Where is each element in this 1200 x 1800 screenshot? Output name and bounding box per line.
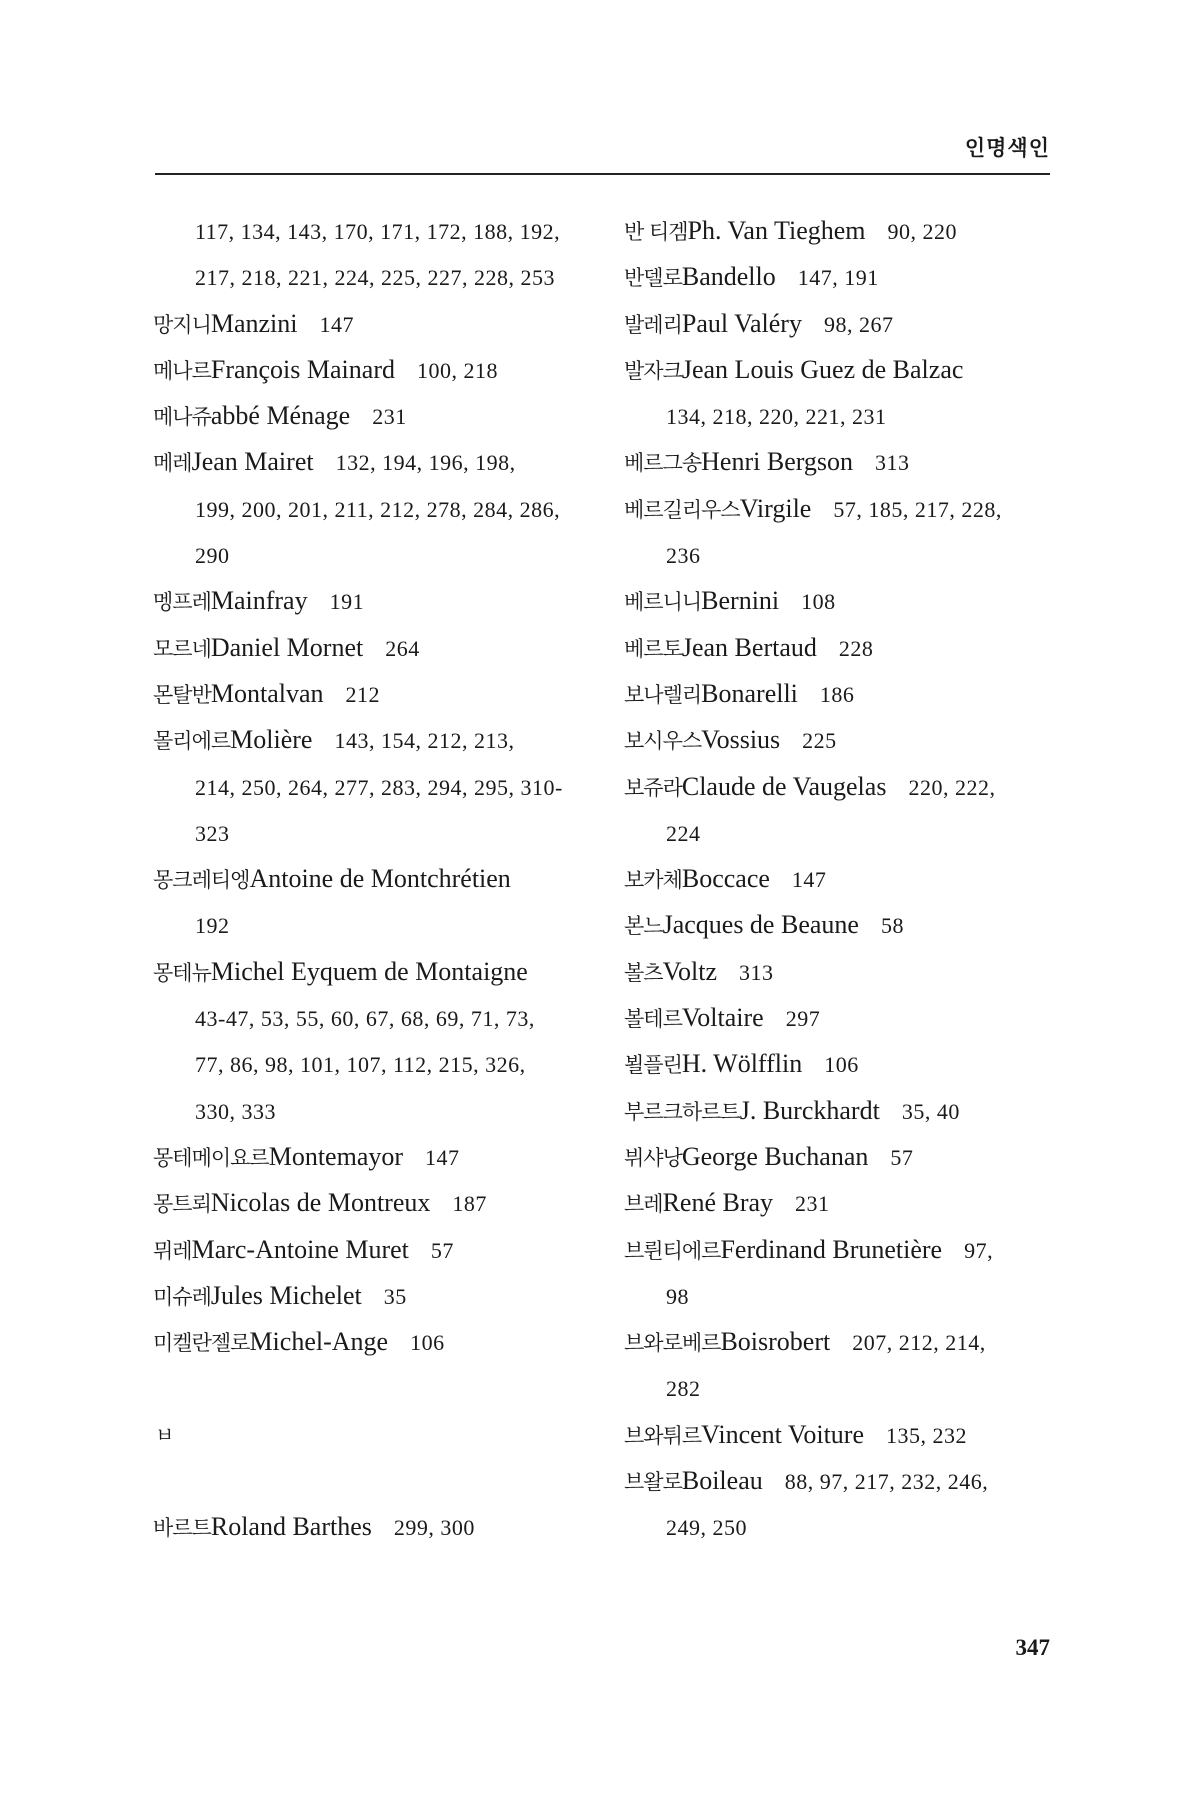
index-entry	[153, 393, 593, 439]
entry-original-name: René Bray	[662, 1188, 774, 1218]
entry-page-refs: 228	[838, 635, 874, 661]
index-entry	[624, 949, 1064, 995]
entry-continuation	[153, 1041, 593, 1087]
entry-continuation	[153, 208, 593, 254]
index-entry	[153, 1273, 593, 1319]
entry-page-refs: 264	[385, 635, 420, 661]
entry-original-name: Manzini	[210, 308, 298, 338]
entry-korean-name: 베르길리우스	[624, 497, 740, 522]
entry-korean-name: 보시우스	[624, 729, 702, 754]
entry-page-refs: 313	[739, 959, 774, 985]
index-entry	[153, 949, 593, 995]
entry-original-name: H. Wölfflin	[681, 1049, 803, 1079]
entry-original-name: Marc-Antoine Muret	[191, 1234, 409, 1264]
running-title: 인명색인	[964, 136, 1050, 160]
entry-original-name: Bandello	[681, 262, 776, 292]
entry-korean-name: 브륀티에르	[624, 1238, 721, 1263]
entry-original-name: Henri Bergson	[701, 447, 854, 477]
index-entry	[153, 1134, 593, 1180]
entry-page-refs: 313	[875, 450, 910, 476]
entry-continuation	[153, 254, 593, 300]
entry-continuation	[153, 532, 593, 578]
entry-page-refs: 220, 222,	[908, 774, 996, 800]
index-entry	[153, 856, 593, 902]
entry-korean-name: 미켈란젤로	[153, 1331, 250, 1356]
entry-korean-name: 몽트뢰	[153, 1192, 211, 1217]
entry-continuation	[153, 486, 593, 532]
index-entry	[153, 347, 593, 393]
entry-page-refs: 217, 218, 221, 224, 225, 227, 228, 253	[195, 265, 555, 291]
entry-korean-name: 망지니	[153, 312, 211, 337]
entry-page-refs: 134, 218, 220, 221, 231	[666, 404, 887, 430]
entry-original-name: Claude de Vaugelas	[681, 771, 887, 801]
index-entry	[624, 1180, 1064, 1226]
entry-page-refs: 106	[824, 1052, 859, 1078]
entry-korean-name: 볼테르	[624, 1007, 682, 1032]
entry-korean-name: 반델로	[624, 266, 682, 291]
entry-continuation	[624, 1365, 1064, 1411]
entry-original-name: Molière	[230, 725, 313, 755]
entry-korean-name: 보쥬라	[624, 775, 682, 800]
entry-original-name: Bernini	[701, 586, 780, 616]
entry-continuation	[624, 810, 1064, 856]
entry-korean-name: 뵐플린	[624, 1053, 682, 1078]
entry-page-refs: 282	[666, 1376, 701, 1402]
entry-page-refs: 212	[345, 681, 381, 707]
entry-original-name: Montalvan	[210, 678, 324, 708]
entry-korean-name: 메나쥬	[153, 405, 211, 430]
index-entry	[153, 1319, 593, 1365]
entry-korean-name: 몬탈반	[153, 682, 211, 707]
entry-page-refs: 58	[880, 913, 904, 939]
entry-continuation	[624, 532, 1064, 578]
entry-page-refs: 77, 86, 98, 101, 107, 112, 215, 326,	[195, 1052, 526, 1078]
entry-page-refs: 97,	[964, 1237, 994, 1263]
entry-original-name: Boccace	[681, 864, 770, 894]
entry-korean-name: 베르그송	[624, 451, 702, 476]
entry-page-refs: 57	[430, 1237, 454, 1263]
entry-korean-name: 베르토	[624, 636, 682, 661]
entry-korean-name: 메나르	[153, 358, 211, 383]
index-entry	[153, 301, 593, 347]
entry-original-name: Nicolas de Montreux	[210, 1188, 431, 1218]
entry-continuation	[624, 1504, 1064, 1550]
entry-korean-name: 몽크레티엥	[153, 868, 250, 893]
entry-original-name: Jean Mairet	[191, 447, 314, 477]
right-index-column	[624, 208, 1064, 1551]
index-entry	[624, 671, 1064, 717]
index-entry	[624, 486, 1064, 532]
entry-original-name: Michel-Ange	[249, 1327, 389, 1357]
entry-continuation	[624, 1273, 1064, 1319]
index-entry	[624, 347, 1064, 393]
index-entry	[624, 301, 1064, 347]
entry-original-name: Paul Valéry	[681, 308, 802, 338]
entry-page-refs: 100, 218	[416, 357, 498, 383]
entry-korean-name: 모르네	[153, 636, 211, 661]
entry-page-refs: 224	[666, 820, 701, 846]
entry-continuation	[624, 393, 1064, 439]
entry-page-refs: 147, 191	[797, 265, 879, 291]
entry-korean-name: 미슈레	[153, 1284, 211, 1309]
index-entry	[153, 578, 593, 624]
entry-original-name: J. Burckhardt	[739, 1095, 880, 1125]
entry-page-refs: 192	[195, 913, 230, 939]
entry-page-refs: 35, 40	[901, 1098, 960, 1124]
index-entry	[624, 764, 1064, 810]
entry-original-name: Boisrobert	[720, 1327, 831, 1357]
index-entry	[153, 1227, 593, 1273]
index-entry	[624, 1134, 1064, 1180]
index-entry	[624, 717, 1064, 763]
entry-original-name: Vossius	[701, 725, 781, 755]
entry-original-name: Bonarelli	[701, 678, 798, 708]
entry-continuation	[153, 764, 593, 810]
entry-korean-name: 뷔샤낭	[624, 1145, 682, 1170]
entry-page-refs: 117, 134, 143, 170, 171, 172, 188, 192,	[195, 219, 561, 244]
entry-page-refs: 297	[785, 1006, 821, 1032]
entry-page-refs: 147	[319, 311, 355, 337]
entry-korean-name: 부르크하르트	[624, 1099, 740, 1124]
entry-page-refs: 88, 97, 217, 232, 246,	[784, 1469, 989, 1495]
entry-korean-name: 보카체	[624, 868, 682, 893]
entry-korean-name: 멩프레	[153, 590, 211, 615]
index-entry	[624, 995, 1064, 1041]
entry-page-refs: 57	[890, 1144, 914, 1170]
entry-continuation	[153, 1088, 593, 1134]
entry-page-refs: 186	[819, 681, 855, 707]
index-entry	[153, 1504, 593, 1550]
entry-korean-name: 메레	[153, 451, 192, 476]
entry-original-name: Jules Michelet	[210, 1280, 362, 1310]
entry-original-name: Roland Barthes	[210, 1512, 372, 1542]
entry-original-name: George Buchanan	[681, 1141, 869, 1171]
entry-page-refs: 323	[195, 820, 230, 846]
entry-korean-name: 브레	[624, 1192, 663, 1217]
entry-page-refs: 290	[195, 543, 230, 569]
entry-original-name: Voltz	[662, 956, 717, 986]
entry-original-name: Ferdinand Brunetière	[720, 1234, 943, 1264]
entry-page-refs: 43-47, 53, 55, 60, 67, 68, 69, 71, 73,	[195, 1006, 535, 1032]
entry-continuation	[153, 902, 593, 948]
entry-page-refs: 35	[383, 1283, 407, 1309]
entry-page-refs: 108	[801, 589, 836, 615]
entry-page-refs: 225	[802, 728, 837, 754]
left-index-column	[153, 208, 593, 1551]
entry-original-name: Mainfray	[210, 586, 308, 616]
index-entry	[153, 625, 593, 671]
entry-page-refs: 98, 267	[823, 311, 894, 337]
index-entry	[624, 1412, 1064, 1458]
entry-korean-name: 반 티겜	[624, 220, 688, 244]
entry-original-name: Jean Louis Guez de Balzac	[681, 354, 964, 384]
entry-page-refs: 191	[329, 589, 365, 615]
entry-korean-name: 보나렐리	[624, 682, 702, 707]
entry-original-name: Virgile	[739, 493, 812, 523]
entry-korean-name: 브왈로	[624, 1470, 682, 1495]
index-entry	[153, 717, 593, 763]
index-entry	[624, 254, 1064, 300]
entry-page-refs: 231	[795, 1191, 830, 1217]
header-rule	[155, 173, 1050, 175]
entry-page-refs: 249, 250	[666, 1515, 747, 1541]
entry-page-refs: 132, 194, 196, 198,	[335, 450, 516, 476]
entry-page-refs: 147	[425, 1144, 460, 1170]
index-entry	[624, 1319, 1064, 1365]
entry-page-refs: 143, 154, 212, 213,	[334, 728, 515, 754]
section-letter: ㅂ	[155, 1422, 175, 1447]
entry-page-refs: 135, 232	[886, 1422, 967, 1448]
entry-korean-name: 브와로베르	[624, 1331, 721, 1356]
index-entry	[153, 671, 593, 717]
entry-page-refs: 106	[410, 1330, 445, 1356]
entry-original-name: Daniel Mornet	[210, 632, 364, 662]
entry-page-refs: 98	[666, 1283, 689, 1309]
index-entry	[624, 578, 1064, 624]
index-entry	[624, 1041, 1064, 1087]
entry-korean-name: 브와튀르	[624, 1423, 702, 1448]
entry-page-refs: 57, 185, 217, 228,	[833, 496, 1002, 522]
entry-original-name: Jacques de Beaune	[662, 910, 859, 940]
entry-korean-name: 발레리	[624, 312, 682, 337]
entry-page-refs: 236	[666, 543, 701, 569]
entry-original-name: Boileau	[681, 1466, 763, 1496]
index-entry	[624, 856, 1064, 902]
entry-original-name: Antoine de Montchrétien	[249, 864, 511, 894]
entry-original-name: Michel Eyquem de Montaigne	[210, 956, 528, 986]
entry-original-name: Vincent Voiture	[701, 1419, 864, 1449]
blank-line	[153, 1365, 593, 1411]
index-entry	[153, 1180, 593, 1226]
blank-line	[153, 1458, 593, 1504]
entry-korean-name: 본느	[624, 914, 663, 939]
entry-korean-name: 바르트	[153, 1516, 211, 1541]
index-entry	[624, 625, 1064, 671]
entry-page-refs: 330, 333	[195, 1098, 276, 1124]
entry-korean-name: 몰리에르	[153, 729, 231, 754]
entry-original-name: Montemayor	[268, 1141, 404, 1171]
index-entry	[624, 1088, 1064, 1134]
entry-page-refs: 90, 220	[887, 219, 957, 244]
index-entry	[624, 208, 1064, 254]
entry-page-refs: 231	[372, 404, 407, 430]
entry-original-name: Voltaire	[681, 1003, 764, 1033]
index-entry	[624, 439, 1064, 485]
entry-original-name: François Mainard	[210, 354, 395, 384]
entry-continuation	[153, 810, 593, 856]
entry-original-name: Ph. Van Tieghem	[687, 216, 866, 245]
entry-page-refs: 147	[791, 867, 827, 893]
entry-page-refs: 199, 200, 201, 211, 212, 278, 284, 286,	[195, 496, 561, 522]
entry-page-refs: 299, 300	[393, 1515, 475, 1541]
entry-korean-name: 발자크	[624, 358, 682, 383]
index-entry	[153, 439, 593, 485]
entry-page-refs: 214, 250, 264, 277, 283, 294, 295, 310-	[195, 774, 563, 800]
entry-continuation	[153, 995, 593, 1041]
page-number: 347	[1015, 1635, 1050, 1660]
entry-korean-name: 볼츠	[624, 960, 663, 985]
entry-korean-name: 몽테메이요르	[153, 1145, 269, 1170]
entry-page-refs: 207, 212, 214,	[852, 1330, 986, 1356]
entry-korean-name: 뮈레	[153, 1238, 192, 1263]
entry-original-name: Jean Bertaud	[681, 632, 817, 662]
entry-korean-name: 몽테뉴	[153, 960, 211, 985]
entry-page-refs: 187	[452, 1191, 487, 1217]
entry-original-name: abbé Ménage	[210, 401, 351, 431]
index-entry	[624, 1227, 1064, 1273]
index-entry	[624, 1458, 1064, 1504]
index-entry	[624, 902, 1064, 948]
entry-korean-name: 베르니니	[624, 590, 702, 615]
